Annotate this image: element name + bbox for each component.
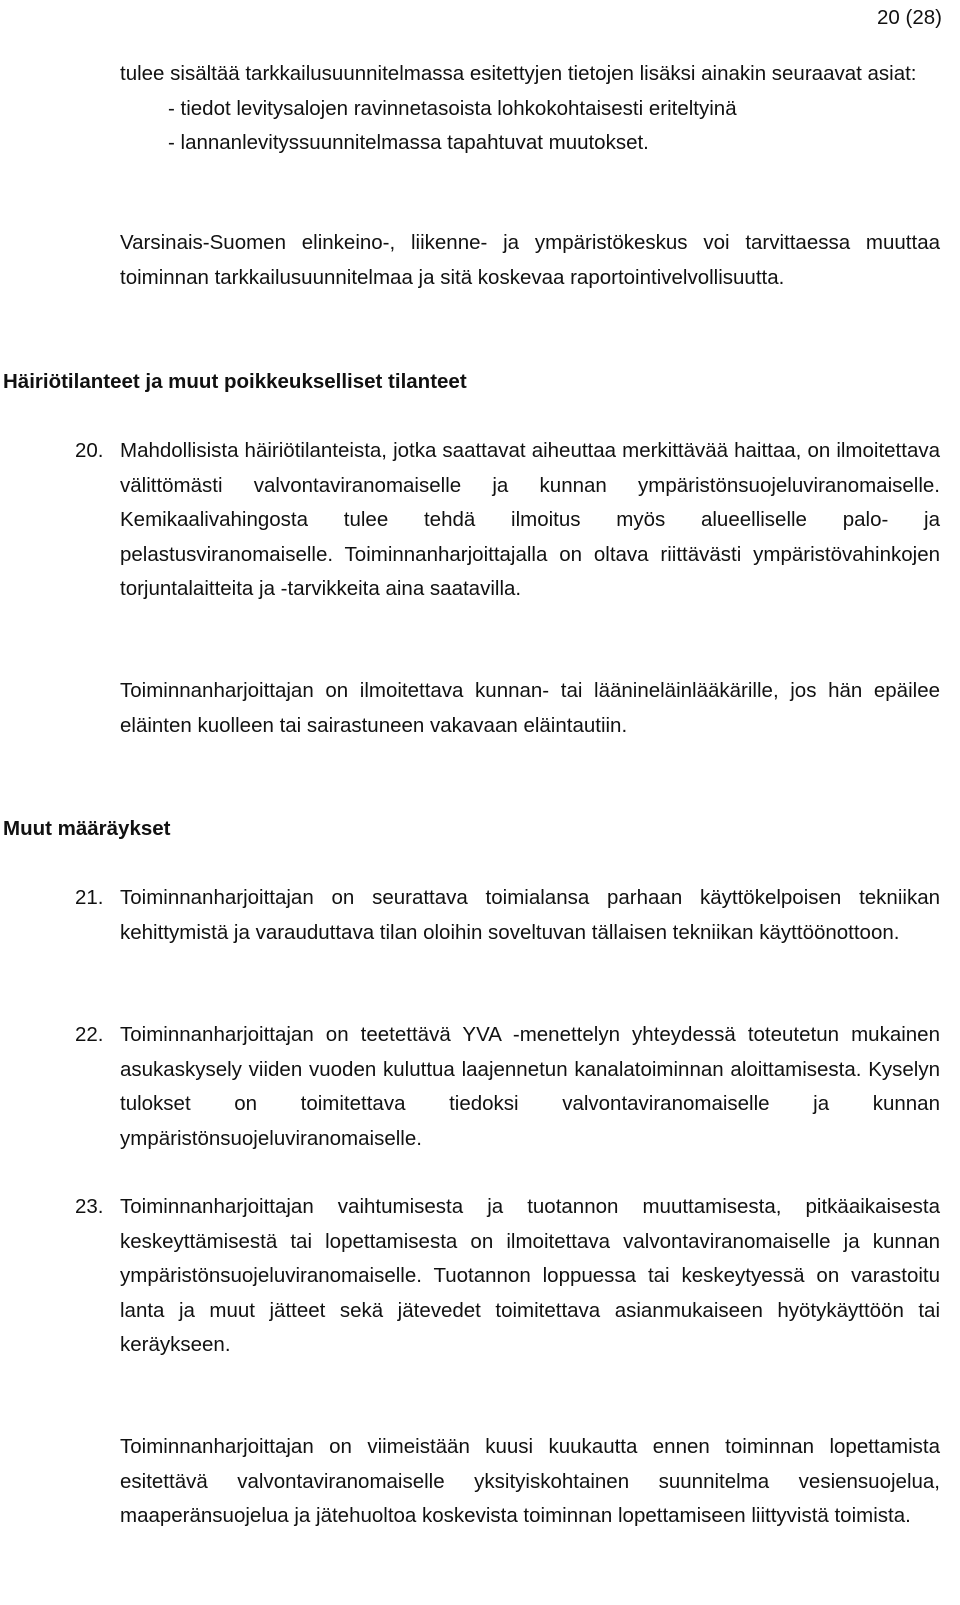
dash-item-nutrient-levels: - tiedot levitysalojen ravinnetasoista lohkokohtaisesti eriteltyinä bbox=[168, 96, 737, 120]
numbered-item-22 bbox=[75, 1018, 940, 1156]
section-heading-incidents: Häiriötilanteet ja muut poikkeukselliset tilanteet bbox=[3, 370, 467, 393]
numbered-item-23 bbox=[75, 1190, 940, 1363]
ely-paragraph: Varsinais-Suomen elinkeino-, liikenne- ja ympäristökeskus voi tarvittaessa muuttaa toiminnan tarkkailusuunnitelmaa ja sitä koskevaa raportointivelvollisuutta. bbox=[120, 231, 940, 289]
intro-block bbox=[120, 57, 940, 161]
numbered-item-21 bbox=[75, 881, 940, 950]
item-text: Toiminnanharjoittajan vaihtumisesta ja tuotannon muuttamisesta, pitkäaikaisesta keskeyttämisestä tai lopettamisesta on ilmoitettava valvontaviranomaiselle ja kunnan ympäristönsuojeluviranomaiselle. Tuotannon loppuessa tai keskeytyessä on varastoitu lanta ja muut jätteet sekä jätevedet toimitettava asianmukaiseen hyötykäyttöön tai keräykseen. bbox=[120, 1195, 940, 1357]
item-text: Toiminnanharjoittajan on seurattava toimialansa parhaan käyttökelpoisen tekniikan kehittymistä ja varauduttava tilan oloihin soveltuvan tällaisen tekniikan käyttöönottoon. bbox=[120, 886, 940, 944]
item-number: 23. bbox=[75, 1195, 104, 1218]
item-text: Mahdollisista häiriötilanteista, jotka saattavat aiheuttaa merkittävää haittaa, on ilmoitettava välittömästi valvontaviranomaiselle ja kunnan ympäristönsuojeluviranomaiselle. Kemikaalivahingosta tulee tehdä ilmoitus myös alueelliselle palo- ja pelastusviranomaiselle. Toiminnanharjoittajalla on oltava riittävästi ympäristövahinkojen torjuntalaitteita ja -tarvikkeita aina saatavilla. bbox=[120, 439, 940, 601]
item-number: 20. bbox=[75, 439, 104, 462]
section-heading-other: Muut määräykset bbox=[3, 817, 171, 840]
item-number: 21. bbox=[75, 886, 104, 909]
item-text: Toiminnanharjoittajan on teetettävä YVA -menettelyn yhteydessä toteutetun mukainen asukaskysely viiden vuoden kuluttua laajennetun kanalatoiminnan aloittamisesta. Kyselyn tulokset on toimitettava tiedoksi valvontaviranomaiselle ja kunnan ympäristönsuojeluviranomaiselle. bbox=[120, 1023, 940, 1150]
page-number: 20 (28) bbox=[877, 6, 942, 29]
closure-plan-paragraph: Toiminnanharjoittajan on viimeistään kuusi kuukautta ennen toiminnan lopettamista esitettävä valvontaviranomaiselle yksityiskohtainen suunnitelma vesiensuojelua, maaperänsuojelua ja jätehuoltoa koskevista toiminnan lopettamiseen liittyvistä toimista. bbox=[120, 1435, 940, 1528]
vet-notification-paragraph: Toiminnanharjoittajan on ilmoitettava kunnan- tai läänineläinlääkärille, jos hän epäilee eläinten kuolleen tai sairastuneen vakavaan eläintautiin. bbox=[120, 679, 940, 737]
item-number: 22. bbox=[75, 1023, 104, 1046]
numbered-item-20 bbox=[75, 434, 940, 607]
intro-text: tulee sisältää tarkkailusuunnitelmassa esitettyjen tietojen lisäksi ainakin seuraavat asiat: bbox=[120, 62, 917, 85]
dash-item-plan-changes: - lannanlevityssuunnitelmassa tapahtuvat muutokset. bbox=[168, 131, 649, 155]
